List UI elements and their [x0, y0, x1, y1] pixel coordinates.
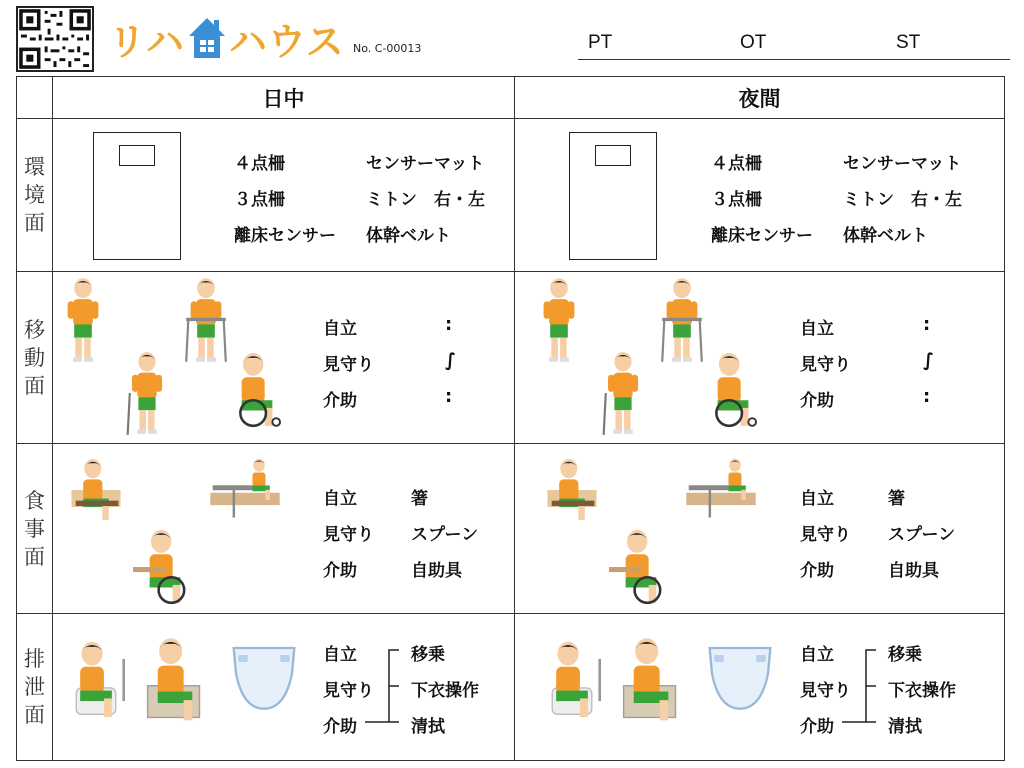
option-independent[interactable]: 自立 — [800, 489, 834, 509]
option-assistance[interactable]: 介助 — [323, 391, 357, 411]
walker-person-icon — [181, 276, 231, 364]
wheelchair-person-icon — [701, 346, 765, 434]
environment-night-cell[interactable] — [515, 119, 1005, 272]
walker-person-icon — [657, 276, 707, 364]
option-lower-clothing[interactable]: 下衣操作 — [888, 681, 956, 701]
diaper-icon — [705, 638, 775, 714]
option-supervision[interactable]: 見守り — [323, 681, 374, 701]
option-transfer[interactable]: 移乗 — [411, 645, 445, 665]
portable-toilet-icon — [615, 630, 687, 730]
staff-field[interactable] — [578, 30, 1010, 60]
option-3-rail[interactable]: ３点柵 — [234, 190, 285, 210]
option-supervision[interactable]: 見守り — [323, 525, 374, 545]
option-independent[interactable]: 自立 — [800, 319, 834, 339]
option-chopsticks[interactable]: 箸 — [888, 489, 905, 509]
portable-toilet-icon — [139, 630, 211, 730]
qr-code-icon — [16, 6, 94, 72]
logo-text-post: ハウス — [228, 19, 345, 64]
option-assistance[interactable]: 介助 — [800, 391, 834, 411]
option-mitten[interactable]: ミトン 右・左 — [843, 190, 962, 210]
diaper-icon — [229, 638, 299, 714]
option-wiping[interactable]: 清拭 — [888, 717, 922, 737]
environment-day-cell[interactable] — [53, 119, 515, 272]
corner-cell — [17, 77, 53, 119]
bed-diagram-icon — [569, 132, 657, 260]
option-supervision[interactable]: 見守り — [800, 355, 851, 375]
option-transfer[interactable]: 移乗 — [888, 645, 922, 665]
option-wiping[interactable]: 清拭 — [411, 717, 445, 737]
cane-person-icon — [599, 350, 647, 436]
bed-diagram-icon — [93, 132, 181, 260]
option-independent[interactable]: 自立 — [323, 489, 357, 509]
option-independent[interactable]: 自立 — [323, 645, 357, 665]
option-chopsticks[interactable]: 箸 — [411, 489, 428, 509]
meals-day-cell[interactable] — [53, 444, 515, 614]
option-assistive-device[interactable]: 自助具 — [411, 561, 462, 581]
option-bed-exit-sensor[interactable]: 離床センサー — [234, 226, 336, 246]
option-mitten[interactable]: ミトン 右・左 — [366, 190, 485, 210]
bed-meal-icon — [539, 458, 605, 522]
logo — [108, 14, 345, 62]
house-icon — [187, 16, 227, 60]
option-lower-clothing[interactable]: 下衣操作 — [411, 681, 479, 701]
bedside-table-meal-icon — [201, 458, 289, 520]
option-supervision[interactable]: 見守り — [323, 355, 374, 375]
option-assistance[interactable]: 介助 — [800, 717, 834, 737]
category-environment: 環 境 面 — [17, 119, 53, 272]
walking-person-icon — [533, 276, 585, 364]
category-meals: 食 事 面 — [17, 444, 53, 614]
toileting-day-cell[interactable] — [53, 614, 515, 761]
logo-text-pre: リハ — [108, 19, 185, 64]
bracket-connector — [361, 648, 407, 728]
wheelchair-person-icon — [225, 346, 289, 434]
mobility-night-cell[interactable]: 自立 見守り 介助 : ∫ : — [515, 272, 1005, 444]
walking-person-icon — [57, 276, 109, 364]
cane-person-icon — [123, 350, 171, 436]
staff-pt-label: PT — [588, 32, 613, 53]
option-sensor-mat[interactable]: センサーマット — [366, 154, 485, 174]
column-header-night: 夜間 — [515, 77, 1005, 119]
option-assistive-device[interactable]: 自助具 — [888, 561, 939, 581]
column-header-daytime: 日中 — [53, 77, 515, 119]
option-assistance[interactable]: 介助 — [323, 717, 357, 737]
category-mobility: 移 動 面 — [17, 272, 53, 444]
option-3-rail[interactable]: ３点柵 — [711, 190, 762, 210]
pillow-icon — [119, 145, 155, 166]
option-independent[interactable]: 自立 — [323, 319, 357, 339]
wheelchair-meal-icon — [133, 526, 197, 608]
option-4-rail[interactable]: ４点柵 — [234, 154, 285, 174]
option-spoon[interactable]: スプーン — [888, 525, 956, 545]
option-trunk-belt[interactable]: 体幹ベルト — [366, 226, 451, 246]
option-independent[interactable]: 自立 — [800, 645, 834, 665]
option-sensor-mat[interactable]: センサーマット — [843, 154, 962, 174]
option-4-rail[interactable]: ４点柵 — [711, 154, 762, 174]
staff-ot-label: OT — [740, 32, 767, 53]
staff-st-label: ST — [896, 32, 921, 53]
option-bed-exit-sensor[interactable]: 離床センサー — [711, 226, 813, 246]
mobility-day-cell[interactable]: 自立 見守り 介助 : ∫ : — [53, 272, 515, 444]
category-toileting: 排 泄 面 — [17, 614, 53, 761]
meals-night-cell[interactable] — [515, 444, 1005, 614]
option-supervision[interactable]: 見守り — [800, 681, 851, 701]
option-spoon[interactable]: スプーン — [411, 525, 479, 545]
option-assistance[interactable]: 介助 — [800, 561, 834, 581]
document-number: No. C-00013 — [353, 42, 422, 55]
option-supervision[interactable]: 見守り — [800, 525, 851, 545]
bedside-table-meal-icon — [677, 458, 765, 520]
wheelchair-meal-icon — [609, 526, 673, 608]
option-assistance[interactable]: 介助 — [323, 561, 357, 581]
option-trunk-belt[interactable]: 体幹ベルト — [843, 226, 928, 246]
toilet-icon — [63, 630, 129, 730]
pillow-icon — [595, 145, 631, 166]
bracket-connector — [838, 648, 884, 728]
assessment-table — [16, 76, 1005, 761]
toilet-icon — [539, 630, 605, 730]
toileting-night-cell[interactable] — [515, 614, 1005, 761]
bed-meal-icon — [63, 458, 129, 522]
